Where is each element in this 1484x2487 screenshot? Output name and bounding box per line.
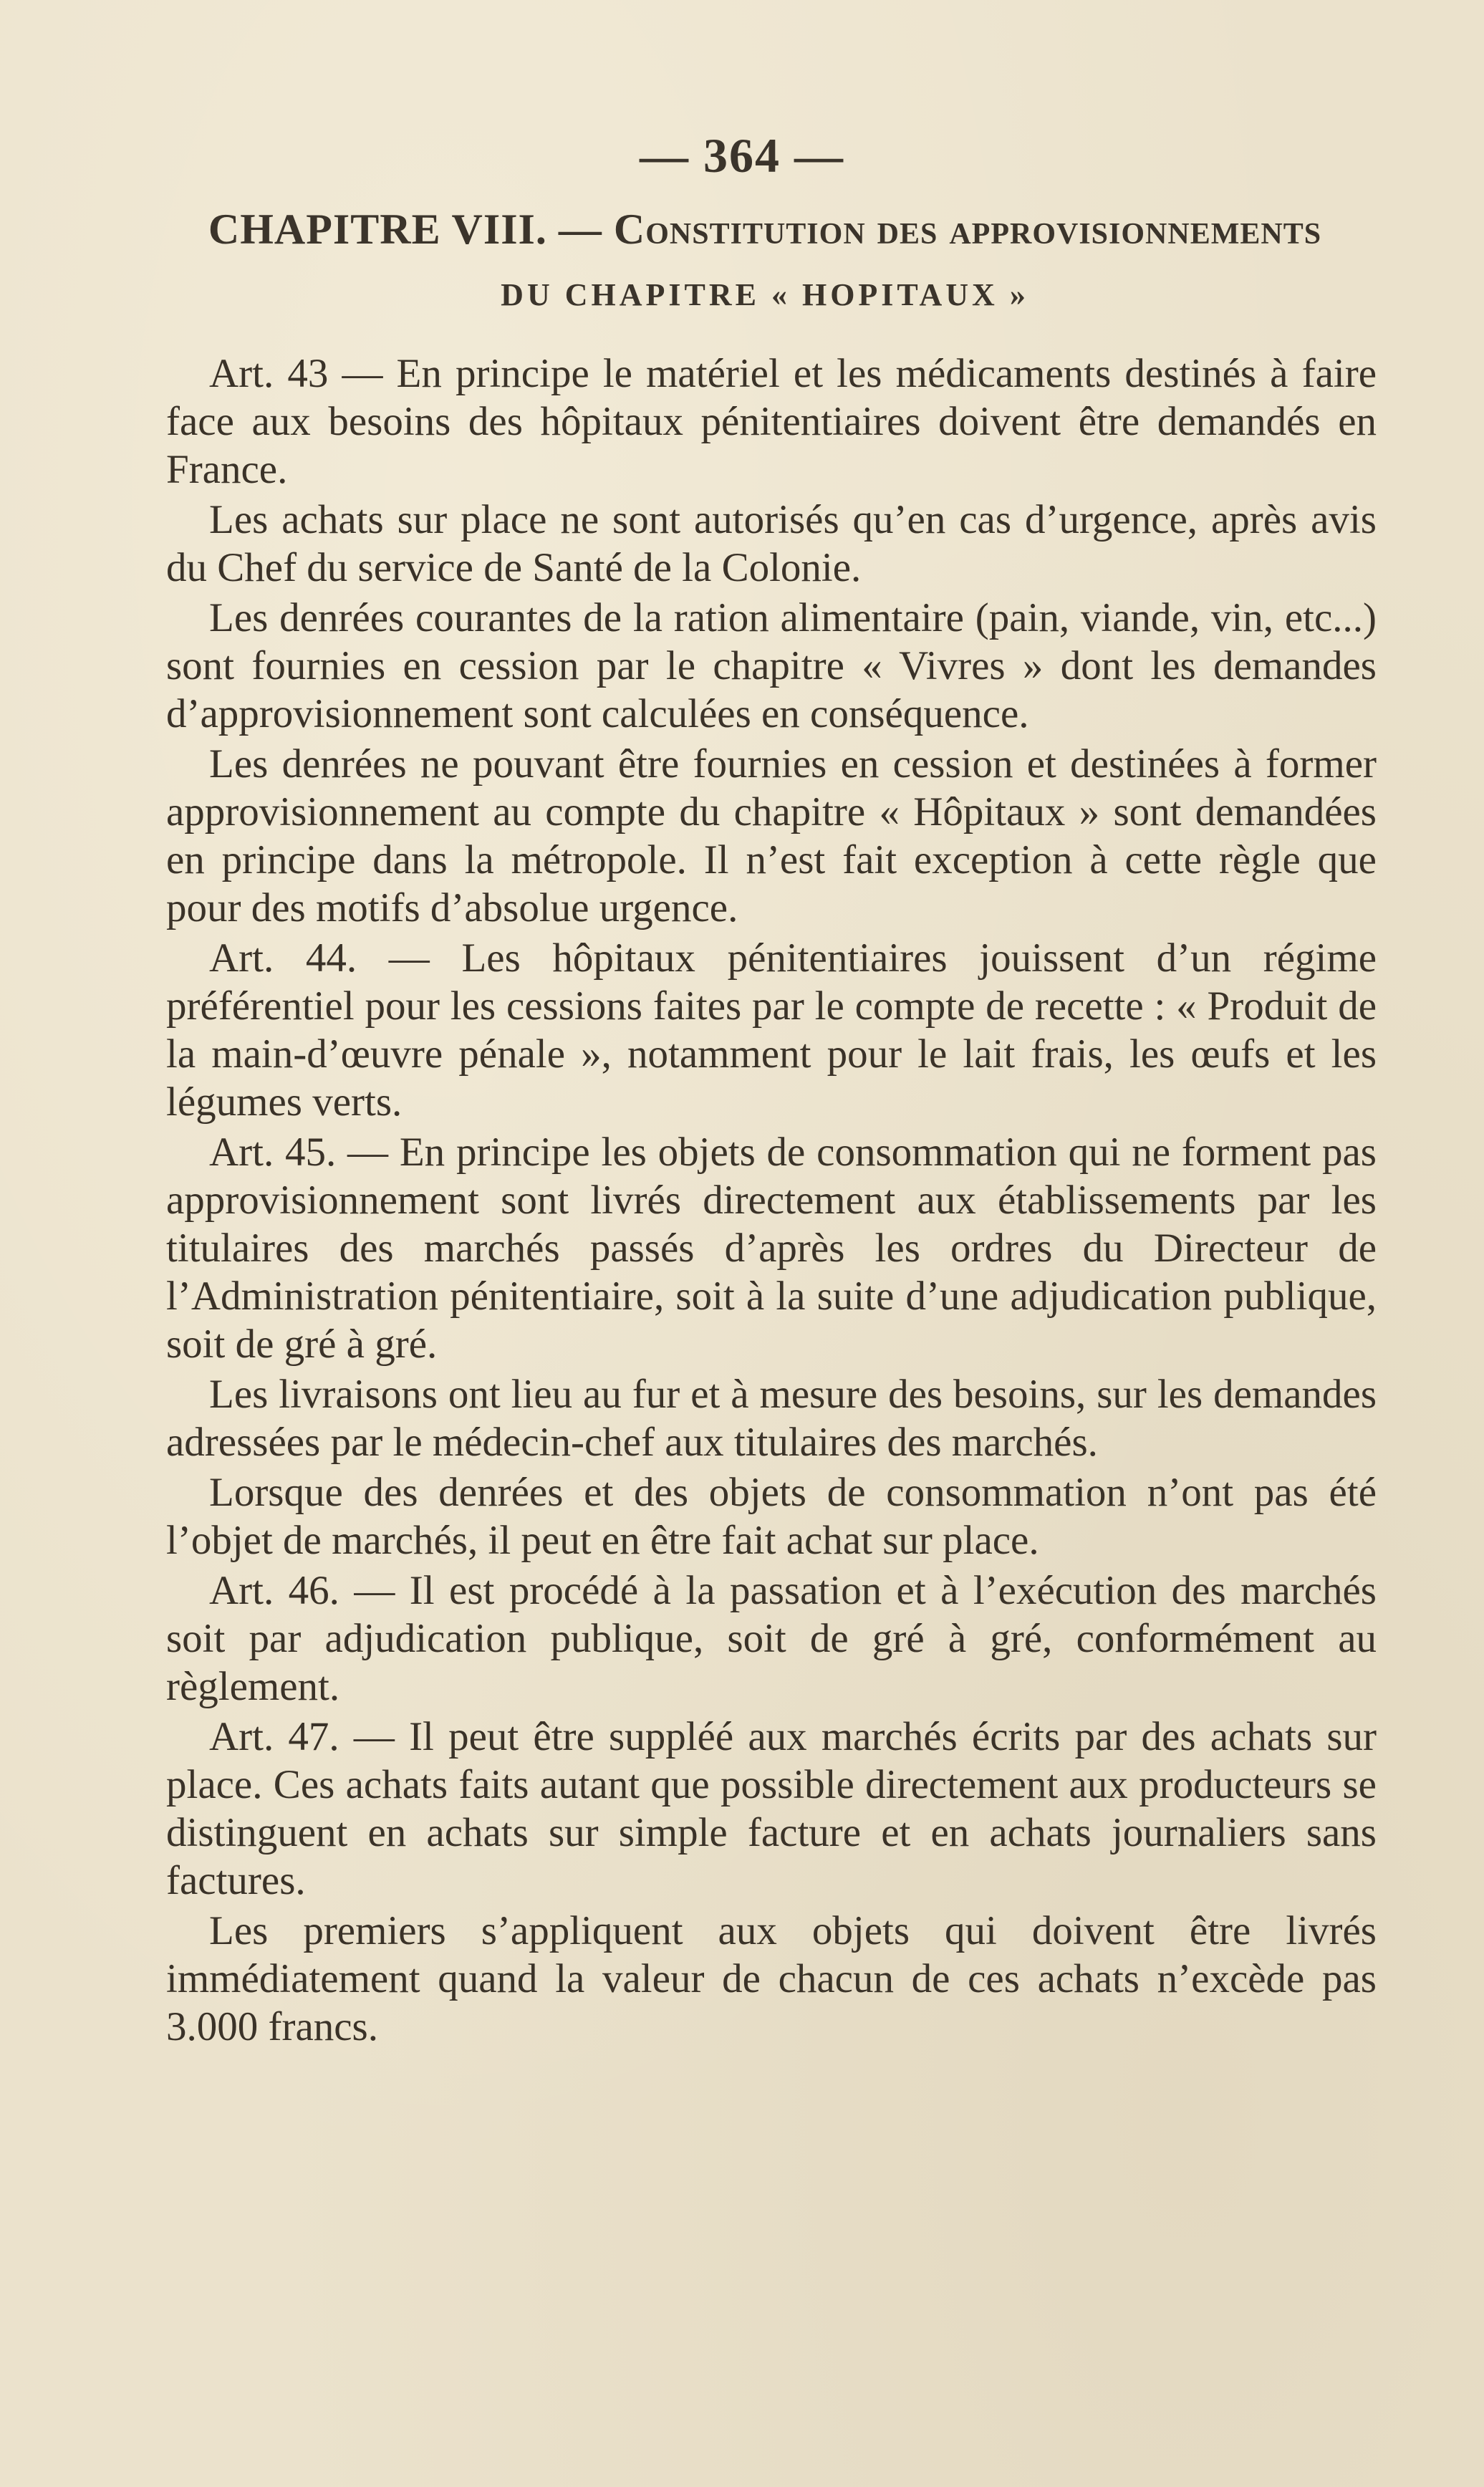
paragraph-art-44: Art. 44. — Les hôpitaux pénitentiaires jouissent d’un régime préférentiel pour les cessions faites par le compte de recette : « Produit de la main-d’œuvre pénale », notamment pour le lait frais, les œufs et les légumes verts. — [166, 935, 1377, 1125]
paragraph: Les premiers s’appliquent aux objets qui doivent être livrés immédiatement quand la valeur de chacun de ces achats n’excède pas 3.000 francs. — [166, 1908, 1377, 2049]
paragraph: Les livraisons ont lieu au fur et à mesure des besoins, sur les demandes adressées par le médecin-chef aux titulaires des marchés. — [166, 1372, 1377, 1465]
chapter-title: CHAPITRE VIII. — Constitution des approvisionnements — [208, 206, 1322, 253]
paragraph-art-43: Art. 43 — En principe le matériel et les médicaments destinés à faire face aux besoins des hôpitaux pénitentiaires doivent être demandés en France. — [166, 351, 1377, 492]
body-text — [166, 350, 1377, 2053]
paragraph: Les denrées ne pouvant être fournies en cession et destinées à former approvisionnement au compte du chapitre « Hôpitaux » sont demandées en principe dans la métropole. Il n’est fait exception à cette règle que pour des motifs d’absolue urgence. — [166, 741, 1377, 930]
paragraph: Les achats sur place ne sont autorisés qu’en cas d’urgence, après avis du Chef du service de Santé de la Colonie. — [166, 497, 1377, 590]
paragraph-art-45: Art. 45. — En principe les objets de consommation qui ne forment pas approvisionnement sont livrés directement aux établissements par les titulaires des marchés passés d’après les ordres du Directeur de l’Administration pénitentiaire, soit à la suite d’une adjudication publique, soit de gré à gré. — [166, 1130, 1377, 1367]
paragraph-art-47: Art. 47. — Il peut être suppléé aux marchés écrits par des achats sur place. Ces achats faits autant que possible directement aux producteurs se distinguent en achats sur simple facture et en achats journaliers sans factures. — [166, 1714, 1377, 1903]
paragraph: Lorsque des denrées et des objets de consommation n’ont pas été l’objet de marchés, il peut en être fait achat sur place. — [166, 1470, 1377, 1563]
paragraph-art-46: Art. 46. — Il est procédé à la passation et à l’exécution des marchés soit par adjudication publique, soit de gré à gré, conformément au règlement. — [166, 1568, 1377, 1709]
paragraph: Les denrées courantes de la ration alimentaire (pain, viande, vin, etc...) sont fournies en cession par le chapitre « Vivres » dont les demandes d’approvisionnement sont calculées en conséquence. — [166, 595, 1377, 736]
page-number: — 364 — — [640, 128, 844, 183]
chapter-subtitle: DU CHAPITRE « HOPITAUX » — [501, 277, 1029, 312]
